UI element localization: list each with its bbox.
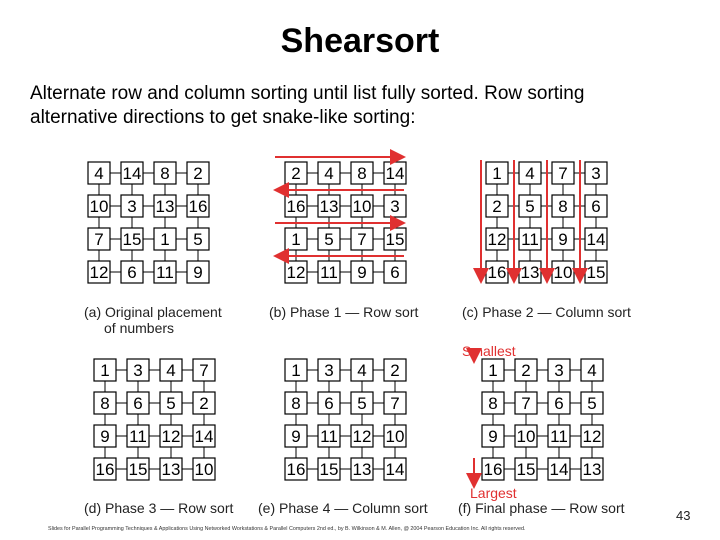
grid-cell-value: 14: [385, 460, 405, 479]
grid-cell-value: 15: [128, 460, 148, 479]
grid-cell-value: 8: [558, 197, 568, 216]
grid-cell-value: 3: [133, 361, 143, 380]
grid-cell-value: 10: [194, 460, 214, 479]
grid-cell-value: 5: [193, 230, 203, 249]
caption-e: (e) Phase 4 — Column sort: [258, 500, 428, 516]
grid-cell-value: 10: [553, 263, 573, 282]
grid-cell-value: 1: [100, 361, 110, 380]
footer-text: Slides for Parallel Programming Techniques & Applications Using Networked Workstations & Parallel Computers 2nd ed., by B. Wilkinson & M. Allen, @ 2004 Pearson Education Inc. All rights reserved.: [48, 526, 526, 532]
grid-cell-value: 7: [94, 230, 104, 249]
grid-cell-value: 2: [390, 361, 400, 380]
grid-cell-value: 9: [100, 427, 110, 446]
grid-cell-value: 13: [161, 460, 181, 479]
grid-cell-value: 4: [587, 361, 597, 380]
grid-cell-value: 12: [89, 263, 109, 282]
grid-cell-value: 3: [390, 197, 400, 216]
grid-cell-value: 16: [286, 197, 306, 216]
grid-cell-value: 13: [520, 263, 540, 282]
grid-cell-value: 3: [554, 361, 564, 380]
grid-cell-value: 6: [324, 394, 334, 413]
grid-cell-value: 11: [320, 427, 338, 446]
grid-cell-value: 5: [525, 197, 535, 216]
grid-cell-value: 6: [554, 394, 564, 413]
grid-cell-value: 5: [166, 394, 176, 413]
grid-cell-value: 7: [199, 361, 209, 380]
grid-cell-value: 1: [492, 164, 502, 183]
grid-cell-value: 2: [199, 394, 209, 413]
grid-cell-value: 6: [390, 263, 400, 282]
grid-cell-value: 3: [324, 361, 334, 380]
slide-title: Shearsort: [280, 22, 440, 60]
grid-cell-value: 4: [324, 164, 334, 183]
grid-cell-value: 12: [352, 427, 372, 446]
grid-cell-value: 1: [291, 230, 301, 249]
caption-b: (b) Phase 1 — Row sort: [269, 304, 419, 320]
grid-cell-value: 8: [357, 164, 367, 183]
grid-cell-value: 8: [291, 394, 301, 413]
grid-cell-value: 12: [286, 263, 306, 282]
caption-c: (c) Phase 2 — Column sort: [462, 304, 631, 320]
grid-cell-value: 14: [122, 164, 142, 183]
largest-label: Largest: [470, 485, 517, 501]
grid-cell-value: 15: [586, 263, 606, 282]
grid-cell-value: 6: [127, 263, 137, 282]
grid-cell-value: 10: [516, 427, 536, 446]
grid-cell-value: 9: [357, 263, 367, 282]
grid-cell-value: 11: [156, 263, 174, 282]
grid-cell-value: 16: [95, 460, 115, 479]
grid-cell-value: 3: [127, 197, 137, 216]
grid-cell-value: 15: [385, 230, 405, 249]
grid-cell-value: 8: [160, 164, 170, 183]
grid-cell-value: 5: [357, 394, 367, 413]
grid-cell-value: 10: [89, 197, 109, 216]
grid-cell-value: 4: [525, 164, 535, 183]
caption-a-line1: (a) Original placement: [84, 304, 222, 320]
grid-cell-value: 16: [286, 460, 306, 479]
grid-cell-value: 9: [558, 230, 568, 249]
caption-d: (d) Phase 3 — Row sort: [84, 500, 234, 516]
grid-cell-value: 8: [100, 394, 110, 413]
grid-cell-value: 11: [521, 230, 539, 249]
grid-cell-value: 2: [521, 361, 531, 380]
grid-cell-value: 13: [582, 460, 602, 479]
grid-cell-value: 15: [122, 230, 142, 249]
grid-cell-value: 9: [193, 263, 203, 282]
grid-cell-value: 7: [357, 230, 367, 249]
intro-line-1: Alternate row and column sorting until list fully sorted. Row sorting: [30, 83, 585, 104]
grid-cell-value: 2: [492, 197, 502, 216]
grid-cell-value: 7: [558, 164, 568, 183]
grid-cell-value: 11: [550, 427, 568, 446]
grid-e: [285, 359, 406, 480]
grid-cell-value: 4: [357, 361, 367, 380]
grid-cell-value: 11: [320, 263, 338, 282]
grid-cell-value: 15: [516, 460, 536, 479]
grid-cell-value: 16: [483, 460, 503, 479]
grid-cell-value: 2: [193, 164, 203, 183]
grid-cell-value: 15: [319, 460, 339, 479]
smallest-label: Smallest: [462, 343, 516, 359]
grid-cell-value: 6: [591, 197, 601, 216]
grid-cell-value: 7: [521, 394, 531, 413]
grid-cell-value: 8: [488, 394, 498, 413]
grid-cell-value: 12: [582, 427, 602, 446]
grid-cell-value: 13: [155, 197, 175, 216]
grid-cell-value: 9: [488, 427, 498, 446]
grid-cell-value: 16: [188, 197, 208, 216]
grid-cell-value: 12: [487, 230, 507, 249]
grid-cell-value: 7: [390, 394, 400, 413]
grid-cell-value: 14: [586, 230, 606, 249]
grid-cell-value: 1: [488, 361, 498, 380]
page-number: 43: [676, 508, 691, 523]
grid-cell-value: 5: [324, 230, 334, 249]
caption-a: [84, 304, 222, 336]
grid-cell-value: 14: [194, 427, 214, 446]
grid-cell-value: 11: [129, 427, 147, 446]
grid-cell-value: 2: [291, 164, 301, 183]
grid-f: [482, 359, 603, 480]
grid-cell-value: 5: [587, 394, 597, 413]
grid-a: [88, 162, 209, 283]
grid-cell-value: 16: [487, 263, 507, 282]
grid-cell-value: 10: [385, 427, 405, 446]
grid-cell-value: 9: [291, 427, 301, 446]
grid-cell-value: 4: [94, 164, 104, 183]
grid-cell-value: 14: [549, 460, 569, 479]
grid-cell-value: 6: [133, 394, 143, 413]
grid-cell-value: 1: [291, 361, 301, 380]
grid-cell-value: 13: [319, 197, 339, 216]
grid-cell-value: 13: [352, 460, 372, 479]
grid-cell-value: 4: [166, 361, 176, 380]
intro-line-2: alternative directions to get snake-like sorting:: [30, 107, 416, 128]
grid-d: [94, 359, 215, 480]
grid-cell-value: 14: [385, 164, 405, 183]
grid-cell-value: 1: [160, 230, 170, 249]
grid-cell-value: 12: [161, 427, 181, 446]
caption-f: (f) Final phase — Row sort: [458, 500, 625, 516]
grid-cell-value: 10: [352, 197, 372, 216]
caption-a-line2: of numbers: [104, 320, 175, 336]
grid-cell-value: 3: [591, 164, 601, 183]
